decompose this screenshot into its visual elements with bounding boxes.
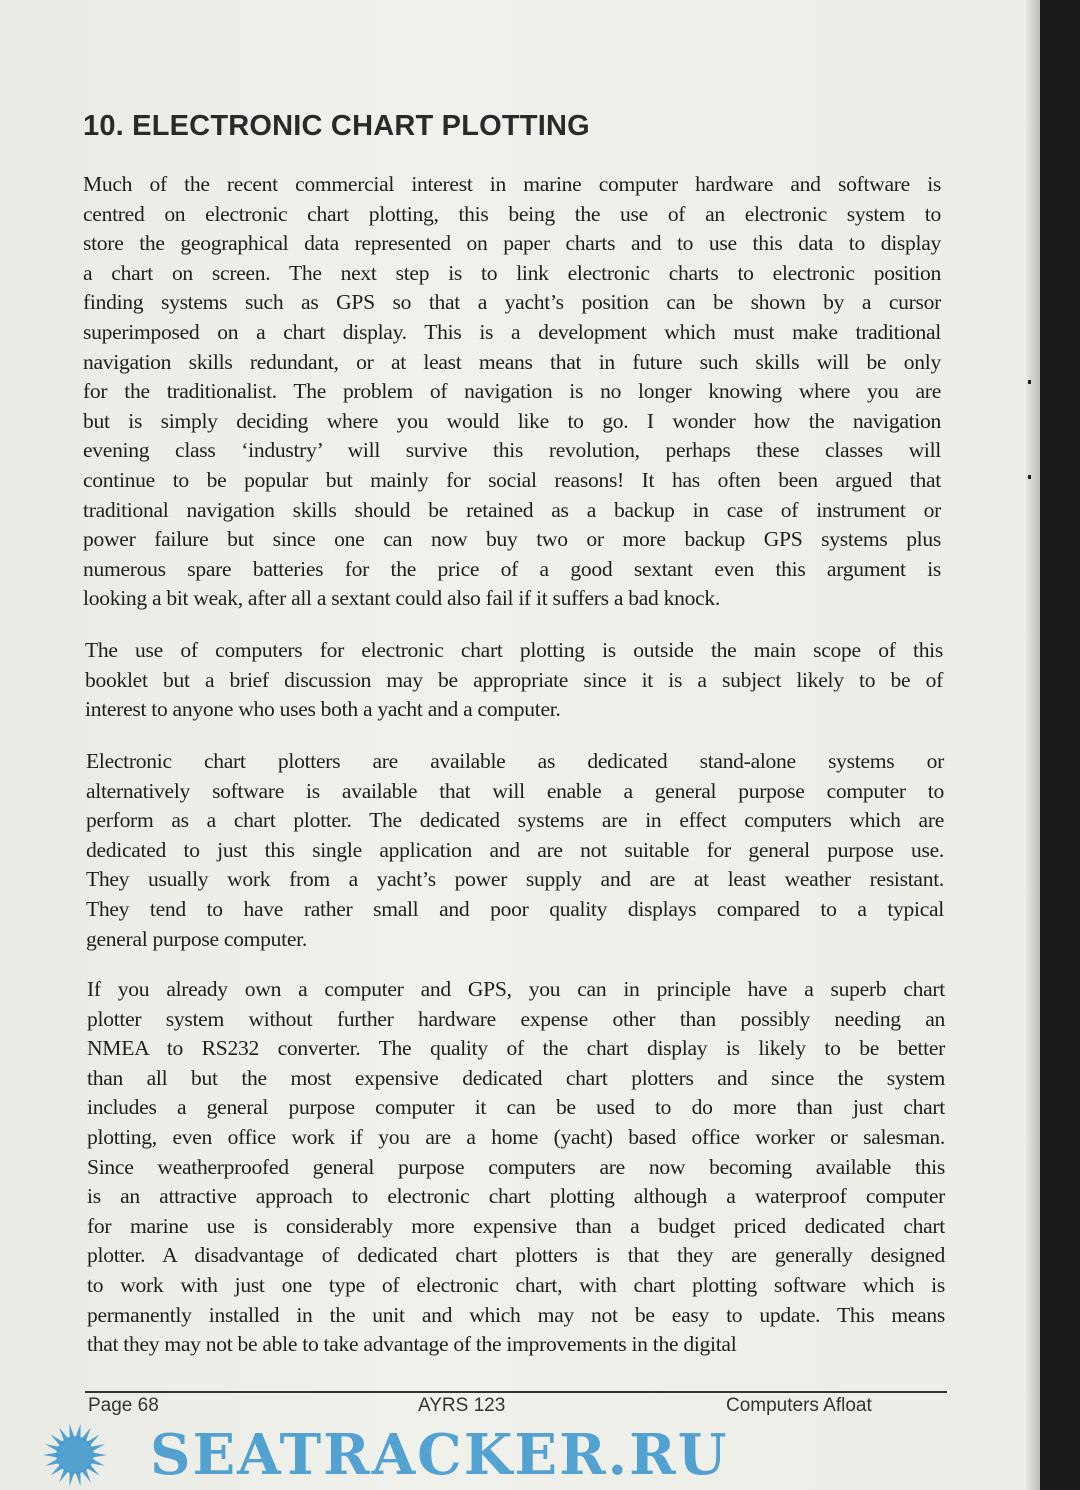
text-line: They usually work from a yacht’s power supply and are at least weather resistant.	[86, 867, 944, 892]
text-line: navigation skills redundant, or at least means that in future such skills will be only	[83, 349, 941, 374]
text-line: traditional navigation skills should be retained as a backup in case of instrument or	[83, 497, 941, 522]
text-line: centred on electronic chart plotting, this being the use of an electronic system to	[83, 201, 941, 226]
paragraph	[85, 636, 943, 725]
text-line: superimposed on a chart display. This is a development which must make traditional	[83, 319, 941, 344]
footer-rule	[85, 1391, 947, 1393]
scan-border	[1040, 0, 1080, 1490]
scan-speck	[1028, 380, 1031, 384]
text-line: looking a bit weak, after all a sextant could also fail if it suffers a bad knock.	[83, 586, 721, 611]
text-line: permanently installed in the unit and which may not be easy to update. This means	[87, 1302, 945, 1327]
text-line: for marine use is considerably more expensive than a budget priced dedicated chart	[87, 1213, 945, 1238]
footer-page-number: Page 68	[88, 1395, 159, 1416]
text-line: interest to anyone who uses both a yacht and a computer.	[85, 697, 561, 722]
text-line: dedicated to just this single application and are not suitable for general purpose use.	[86, 837, 944, 862]
text-line: to work with just one type of electronic chart, with chart plotting software which is	[87, 1272, 945, 1297]
text-line: is an attractive approach to electronic chart plotting although a waterproof computer	[87, 1184, 945, 1209]
text-line: NMEA to RS232 converter. The quality of the chart display is likely to be better	[87, 1036, 945, 1061]
text-line: continue to be popular but mainly for social reasons! It has often been argued that	[83, 467, 941, 492]
text-line: numerous spare batteries for the price of a good sextant even this argument is	[83, 556, 941, 581]
text-line: evening class ‘industry’ will survive this revolution, perhaps these classes will	[83, 438, 941, 463]
text-line: plotting, even office work if you are a home (yacht) based office worker or salesman.	[87, 1124, 945, 1149]
watermark: SEATRACKER.RU	[150, 1422, 729, 1488]
text-line: plotter system without further hardware expense other than possibly needing an	[87, 1006, 945, 1031]
sun-ray	[43, 1453, 57, 1458]
page-edge-shadow	[1026, 0, 1040, 1490]
text-line: They tend to have rather small and poor quality displays compared to a typical	[86, 896, 944, 921]
sun-ray	[76, 1424, 81, 1439]
paragraph	[83, 170, 941, 614]
footer-title: Computers Afloat	[726, 1395, 872, 1416]
paragraph	[86, 747, 944, 954]
text-line: booklet but a brief discussion may be appropriate since it is a subject likely to be of	[85, 667, 943, 692]
text-line: Since weatherproofed general purpose computers are now becoming available this	[87, 1154, 945, 1179]
sun-ray	[76, 1472, 81, 1487]
chapter-heading: 10. ELECTRONIC CHART PLOTTING	[83, 110, 590, 142]
text-line: power failure but since one can now buy two or more backup GPS systems plus	[83, 527, 941, 552]
text-line: that they may not be able to take advantage of the improvements in the digital	[87, 1332, 737, 1357]
text-line: finding systems such as GPS so that a yacht’s position can be shown by a cursor	[83, 290, 941, 315]
text-line: store the geographical data represented on paper charts and to use this data to display	[83, 231, 941, 256]
text-line: Much of the recent commercial interest in marine computer hardware and software is	[83, 172, 941, 196]
sun-ray	[92, 1453, 106, 1458]
paragraph	[87, 975, 945, 1360]
text-line: plotter. A disadvantage of dedicated chart plotters is that they are generally designed	[87, 1243, 945, 1268]
footer-publication: AYRS 123	[418, 1395, 506, 1416]
watermark-sun-logo	[20, 1422, 130, 1488]
text-line: but is simply deciding where you would like to go. I wonder how the navigation	[83, 408, 941, 433]
text-line: a chart on screen. The next step is to link electronic charts to electronic position	[83, 260, 941, 285]
sun-ray	[69, 1424, 74, 1439]
sun-ray	[69, 1472, 74, 1487]
text-line: than all but the most expensive dedicated chart plotters and since the system	[87, 1065, 945, 1090]
text-line: includes a general purpose computer it can be used to do more than just chart	[87, 1095, 945, 1120]
text-line: general purpose computer.	[86, 926, 307, 951]
text-line: perform as a chart plotter. The dedicated systems are in effect computers which are	[86, 808, 944, 833]
text-line: If you already own a computer and GPS, you can in principle have a superb chart	[87, 977, 945, 1001]
text-line: for the traditionalist. The problem of navigation is no longer knowing where you are	[83, 379, 941, 404]
text-line: alternatively software is available that will enable a general purpose computer to	[86, 778, 944, 803]
text-line: The use of computers for electronic chart plotting is outside the main scope of this	[85, 638, 943, 662]
text-line: Electronic chart plotters are available as dedicated stand-alone systems or	[86, 749, 944, 773]
scan-speck	[1028, 475, 1031, 479]
